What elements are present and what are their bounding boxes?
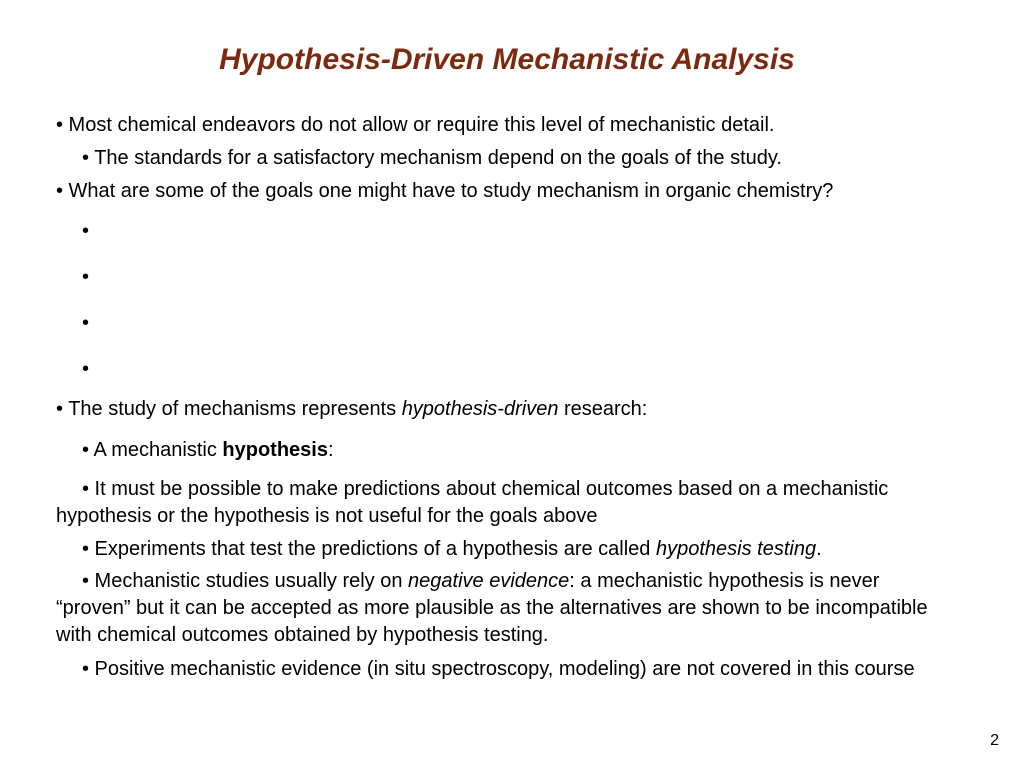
empty-bullet-1: • [82,220,90,242]
bullet-mechanistic-hypothesis-post: : [327,439,334,461]
bullet-hypothesis-driven-pre: • The study of mechanisms represents [56,398,402,420]
empty-bullet-2: • [82,266,90,288]
bullet-hypothesis-driven [56,396,956,423]
hypothesis-bold: hypothesis [222,439,328,461]
hypothesis-driven-emphasis: hypothesis-driven [401,398,559,420]
slide-title: Hypothesis-Driven Mechanistic Analysis [219,43,795,76]
empty-bullet-3: • [82,312,90,334]
empty-bullet-4: • [82,358,90,380]
bullet-goals-question: • What are some of the goals one might have to study mechanism in organic chemistry? [56,180,834,202]
page-number: 2 [990,732,999,749]
negative-evidence-emphasis: negative evidence [408,570,570,592]
bullet-standards: • The standards for a satisfactory mechanism depend on the goals of the study. [82,147,782,169]
bullet-hypothesis-driven-post: research: [558,398,648,420]
bullet-mechanistic-hypothesis [82,437,982,464]
bullet-hypothesis-testing-pre: • Experiments that test the predictions of a hypothesis are called [82,538,656,560]
bullet-negative-evidence-post: : a mechanistic hypothesis is never “proven” but it can be accepted as more plausible as the alternatives are shown to be incompatible with chemical outcomes obtained by hypothesis testing. [56,570,928,646]
hypothesis-testing-emphasis: hypothesis testing [655,538,817,560]
bullet-chemical-endeavors: • Most chemical endeavors do not allow or require this level of mechanistic detail. [56,114,775,136]
bullet-mechanistic-hypothesis-pre: • A mechanistic [82,439,223,461]
bullet-predictions: • It must be possible to make predictions about chemical outcomes based on a mechanistic hypothesis or the hypothesis is not useful for the goals above [56,478,889,527]
bullet-positive-evidence: • Positive mechanistic evidence (in situ spectroscopy, modeling) are not covered in this course [82,658,915,680]
bullet-hypothesis-testing-post: . [816,538,822,560]
bullet-negative-evidence-pre: • Mechanistic studies usually rely on [82,570,409,592]
bullet-hypothesis-testing [82,536,982,563]
bullet-negative-evidence [56,568,956,649]
